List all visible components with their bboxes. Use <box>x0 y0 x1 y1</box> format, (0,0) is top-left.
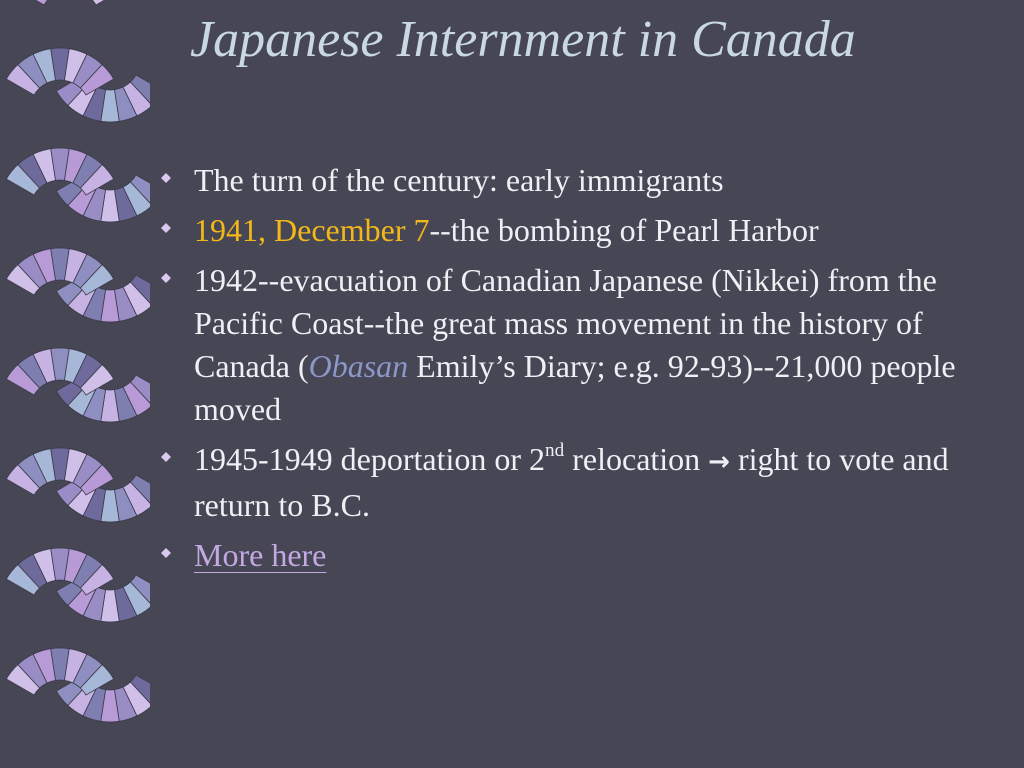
book-title: Obasan <box>308 348 409 384</box>
bullet-item <box>158 209 998 252</box>
ordinal-superscript: nd <box>545 440 565 462</box>
bullet-text: relocation <box>564 441 709 477</box>
bullet-text: --the bombing of Pearl Harbor <box>429 212 819 248</box>
diamond-bullet-icon <box>161 548 171 558</box>
decorative-fan-strip <box>0 0 150 768</box>
fan-segment <box>16 0 49 5</box>
bullet-item <box>158 259 998 431</box>
highlighted-date: 1941, December 7 <box>194 212 430 248</box>
bullet-text: 1942--evacuation of Canadian Japanese (Nikkei) from the Pacific Coast--the great mass movement in the history of Canada ( <box>194 262 937 384</box>
bullet-list <box>158 159 998 584</box>
bullet-text: The turn of the century: early immigrants <box>194 162 724 198</box>
bullet-item <box>158 438 998 527</box>
bullet-text: Emily’s Diary; e.g. 92-93)--21,000 people moved <box>194 348 956 427</box>
bullet-item <box>158 534 998 577</box>
slide-title: Japanese Internment in Canada <box>190 11 856 68</box>
bullet-item <box>158 159 998 202</box>
arrow-right-icon: → <box>708 447 730 477</box>
more-here-link[interactable]: More here <box>194 537 327 573</box>
diamond-bullet-icon <box>161 273 171 283</box>
bullet-text: right to vote and return to B.C. <box>194 441 949 523</box>
fan-segment <box>90 0 123 5</box>
bullet-text: 1945-1949 deportation or 2 <box>194 441 546 477</box>
diamond-bullet-icon <box>161 452 171 462</box>
diamond-bullet-icon <box>161 223 171 233</box>
diamond-bullet-icon <box>161 173 171 183</box>
